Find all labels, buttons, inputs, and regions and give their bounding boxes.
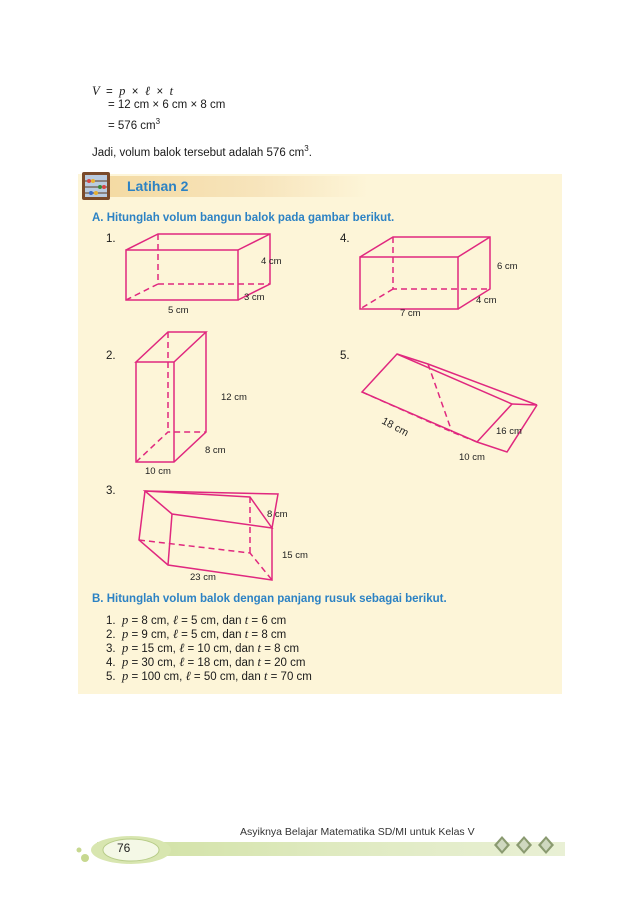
list-item: 1. p = 8 cm, ℓ = 5 cm, dan t = 6 cm xyxy=(106,613,287,627)
exercise-title: Latihan 2 xyxy=(127,178,189,194)
fig5-label-height: 16 cm xyxy=(496,426,522,437)
cuboid-figure-1 xyxy=(126,234,270,300)
section-a-title: A. Hitunglah volum bangun balok pada gambar berikut. xyxy=(92,212,395,224)
cuboid-figure-5 xyxy=(362,354,537,452)
fig3-label-length: 23 cm xyxy=(190,572,216,583)
fig3-label-width: 8 cm xyxy=(267,509,288,520)
list-item: 3. p = 15 cm, ℓ = 10 cm, dan t = 8 cm xyxy=(106,641,300,655)
figure-number-4: 4. xyxy=(340,233,350,245)
book-title: Asyiknya Belajar Matematika SD/MI untuk Kelas V xyxy=(240,826,475,838)
cuboid-figure-3 xyxy=(139,491,278,580)
section-b-title: B. Hitunglah volum balok dengan panjang rusuk sebagai berikut. xyxy=(92,593,447,605)
fig2-label-width: 8 cm xyxy=(205,445,226,456)
fig4-label-width: 4 cm xyxy=(476,295,497,306)
fig4-label-height: 6 cm xyxy=(497,261,518,272)
figure-number-1: 1. xyxy=(106,233,116,245)
fig2-label-height: 12 cm xyxy=(221,392,247,403)
figure-number-3: 3. xyxy=(106,485,116,497)
figure-number-2: 2. xyxy=(106,350,116,362)
fig4-label-length: 7 cm xyxy=(400,308,421,319)
fig3-label-height: 15 cm xyxy=(282,550,308,561)
diamond-icon xyxy=(538,836,554,854)
figure-number-5: 5. xyxy=(340,350,350,362)
diamond-icon xyxy=(494,836,510,854)
diamond-icons xyxy=(492,834,556,856)
fig1-label-height: 4 cm xyxy=(261,256,282,267)
list-item: 2. p = 9 cm, ℓ = 5 cm, dan t = 8 cm xyxy=(106,627,287,641)
page-number: 76 xyxy=(117,841,131,855)
cuboid-figure-2 xyxy=(136,332,206,462)
formula-line-3: = 576 $cm^3$ xyxy=(108,117,161,132)
fig1-label-length: 5 cm xyxy=(168,305,189,316)
fig1-label-width: 3 cm xyxy=(244,292,265,303)
conclusion-text: Jadi, volum balok tersebut adalah 576 $cm^3$. xyxy=(92,144,312,159)
cuboid-figure-4 xyxy=(360,237,490,309)
formula-line-2: = 12 cm × 6 cm × 8 cm xyxy=(108,99,226,111)
list-item: 4. p = 30 cm, ℓ = 18 cm, dan t = 20 cm xyxy=(106,655,306,669)
formula-line-1: V = p × ℓ × t xyxy=(92,84,174,98)
diamond-icon xyxy=(516,836,532,854)
fig5-label-length: 18 cm xyxy=(379,415,411,440)
fig2-label-length: 10 cm xyxy=(145,466,171,477)
list-item: 5. p = 100 cm, ℓ = 50 cm, dan t = 70 cm xyxy=(106,669,312,683)
fig5-label-width: 10 cm xyxy=(459,452,485,463)
